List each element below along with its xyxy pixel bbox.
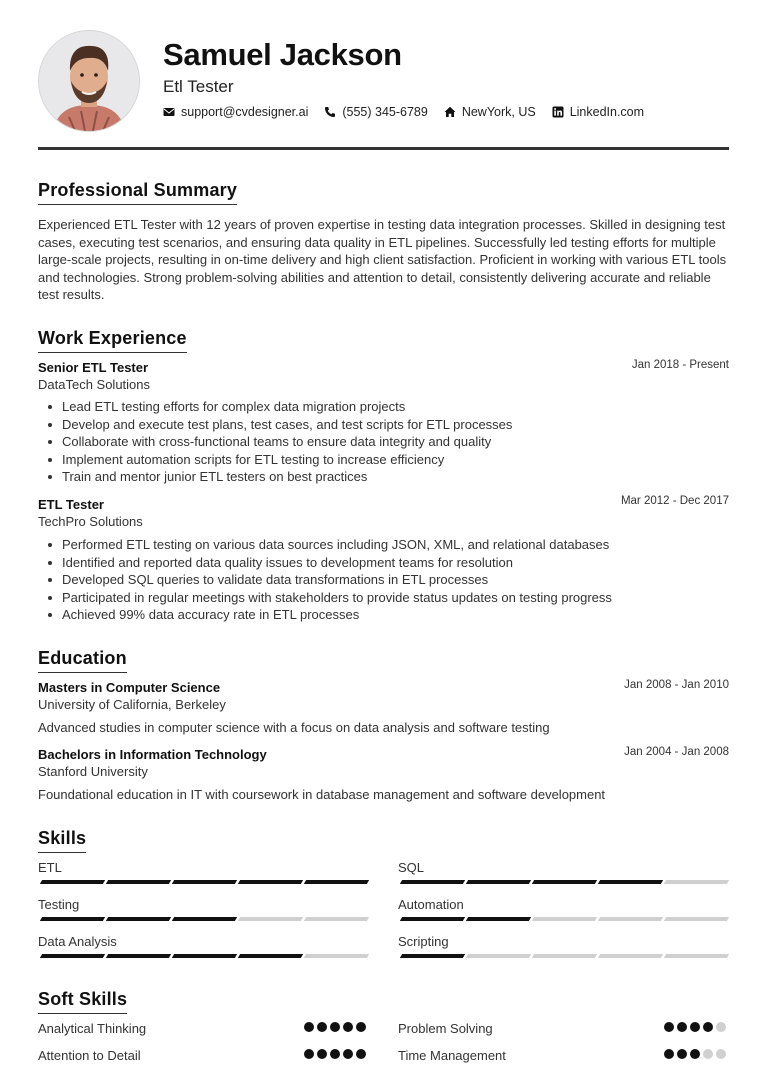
skill-bar-segment (400, 880, 465, 884)
work-heading: Work Experience (38, 328, 187, 353)
job-2-date: Mar 2012 - Dec 2017 (620, 495, 729, 507)
skill-bar-segment (238, 954, 303, 958)
skill-bar-segment (106, 954, 171, 958)
skill-bar-segment (40, 954, 105, 958)
list-item: Train and mentor junior ETL testers on best practices (62, 468, 722, 486)
skill-bar-segment (598, 954, 663, 958)
list-item: Developed SQL queries to validate data transformations in ETL processes (62, 571, 722, 589)
soft-skill-label: Attention to Detail (38, 1048, 141, 1063)
skill-bar-segment (598, 880, 663, 884)
skill-bar-segment (238, 917, 303, 921)
skill-bar (401, 954, 728, 958)
skill-bar-segment (304, 880, 369, 884)
skill-bar-segment (532, 880, 597, 884)
email-text: support@cvdesigner.ai (181, 105, 309, 119)
home-icon (444, 106, 456, 118)
skill-bar-segment (400, 917, 465, 921)
location-text: NewYork, US (461, 105, 536, 119)
skill-bar-segment (238, 880, 303, 884)
rating-dot (716, 1049, 726, 1059)
contact-email[interactable] (163, 105, 308, 119)
rating-dot (677, 1022, 687, 1032)
skill-label: Testing (38, 897, 80, 912)
rating-dot (703, 1049, 713, 1059)
job-2-title: ETL Tester (38, 497, 104, 512)
education-2-description: Foundational education in IT with coursework in database management and software development (38, 787, 606, 802)
rating-dot (330, 1022, 340, 1032)
envelope-icon (163, 106, 175, 118)
skill-bar-segment (664, 917, 729, 921)
skill-label: Data Analysis (38, 934, 117, 949)
job-1-date: Jan 2018 - Present (631, 359, 729, 371)
rating-dot (664, 1049, 674, 1059)
list-item: Achieved 99% data accuracy rate in ETL processes (62, 606, 722, 624)
skill-bar (41, 954, 368, 958)
rating-dot (703, 1022, 713, 1032)
summary-text: Experienced ETL Tester with 12 years of proven expertise in testing data integration processes. Skilled in designing test cases, executing test scenarios, and ensuring data quality in ETL pipelines. Successfully led testing efforts for multiple large-scale projects, resulting in on-time delivery and high client satisfaction. Proficient in working with various ETL tools and technologies. Strong problem-solving abilities and attention to detail, consistently delivering accurate and reliable test results. (38, 217, 727, 303)
contact-row (163, 105, 644, 119)
contact-location (444, 105, 536, 119)
list-item: Lead ETL testing efforts for complex data migration projects (62, 398, 722, 416)
skills-heading: Skills (38, 828, 86, 853)
rating-dot (343, 1022, 353, 1032)
skill-bar-segment (466, 954, 531, 958)
skill-bar-segment (664, 880, 729, 884)
education-2-degree: Bachelors in Information Technology (38, 747, 267, 762)
education-1-school: University of California, Berkeley (38, 697, 226, 712)
skill-bar-segment (400, 954, 465, 958)
skill-bar-segment (598, 917, 663, 921)
contact-phone[interactable] (324, 105, 427, 119)
rating-dot (356, 1049, 366, 1059)
rating-dot (664, 1022, 674, 1032)
list-item: Develop and execute test plans, test cases, and test scripts for ETL processes (62, 416, 722, 434)
skill-bar-segment (172, 954, 237, 958)
linkedin-text: LinkedIn.com (569, 105, 645, 119)
skill-bar (401, 880, 728, 884)
education-heading: Education (38, 648, 127, 673)
rating-dot (343, 1049, 353, 1059)
skill-bar-segment (106, 880, 171, 884)
skill-bar-segment (466, 880, 531, 884)
skill-bar (401, 917, 728, 921)
rating-dot (677, 1049, 687, 1059)
job-1-title: Senior ETL Tester (38, 360, 149, 375)
soft-skill-rating (304, 1049, 366, 1059)
soft-skills-heading: Soft Skills (38, 989, 127, 1014)
skill-label: ETL (38, 860, 62, 875)
phone-text: (555) 345-6789 (342, 105, 428, 119)
list-item: Identified and reported data quality issues to development teams for resolution (62, 554, 722, 572)
skill-bar-segment (106, 917, 171, 921)
contact-linkedin[interactable] (552, 105, 644, 119)
skill-bar-segment (532, 954, 597, 958)
job-1-bullets (62, 398, 722, 486)
linkedin-icon (552, 106, 564, 118)
soft-skill-rating (664, 1022, 726, 1032)
skill-label: Scripting (398, 934, 449, 949)
rating-dot (716, 1022, 726, 1032)
soft-skill-rating (304, 1022, 366, 1032)
skill-bar (41, 917, 368, 921)
summary-heading: Professional Summary (38, 180, 237, 205)
soft-skill-label: Analytical Thinking (38, 1021, 147, 1036)
skill-bar-segment (466, 917, 531, 921)
education-2-date: Jan 2004 - Jan 2008 (624, 746, 729, 758)
rating-dot (690, 1022, 700, 1032)
rating-dot (317, 1022, 327, 1032)
job-title-headline: Etl Tester (163, 77, 234, 96)
rating-dot (304, 1049, 314, 1059)
soft-skill-rating (664, 1049, 726, 1059)
skill-bar-segment (172, 880, 237, 884)
education-1-degree: Masters in Computer Science (38, 680, 221, 695)
rating-dot (356, 1022, 366, 1032)
list-item: Collaborate with cross-functional teams to ensure data integrity and quality (62, 433, 722, 451)
list-item: Performed ETL testing on various data sources including JSON, XML, and relational databases (62, 536, 722, 554)
rating-dot (304, 1022, 314, 1032)
avatar (38, 30, 140, 132)
phone-icon (324, 106, 336, 118)
job-2-bullets (62, 536, 722, 624)
soft-skill-label: Problem Solving (398, 1021, 493, 1036)
list-item: Participated in regular meetings with stakeholders to provide status updates on testing progress (62, 589, 722, 607)
soft-skill-label: Time Management (398, 1048, 506, 1063)
candidate-name: Samuel Jackson (163, 37, 402, 72)
skill-bar-segment (172, 917, 237, 921)
job-2-company: TechPro Solutions (38, 514, 143, 529)
skill-bar-segment (304, 954, 369, 958)
rating-dot (330, 1049, 340, 1059)
education-2-school: Stanford University (38, 764, 148, 779)
job-1-company: DataTech Solutions (38, 377, 151, 392)
skill-label: SQL (398, 860, 425, 875)
skill-bar (41, 880, 368, 884)
rating-dot (317, 1049, 327, 1059)
skill-bar-segment (40, 917, 105, 921)
rating-dot (690, 1049, 700, 1059)
skill-bar-segment (664, 954, 729, 958)
portrait-image (39, 31, 139, 131)
header-divider (38, 147, 729, 150)
skill-label: Automation (398, 897, 464, 912)
list-item: Implement automation scripts for ETL testing to increase efficiency (62, 451, 722, 469)
education-1-description: Advanced studies in computer science with a focus on data analysis and software testing (38, 720, 550, 735)
skill-bar-segment (40, 880, 105, 884)
skill-bar-segment (532, 917, 597, 921)
education-1-date: Jan 2008 - Jan 2010 (624, 679, 729, 691)
skill-bar-segment (304, 917, 369, 921)
